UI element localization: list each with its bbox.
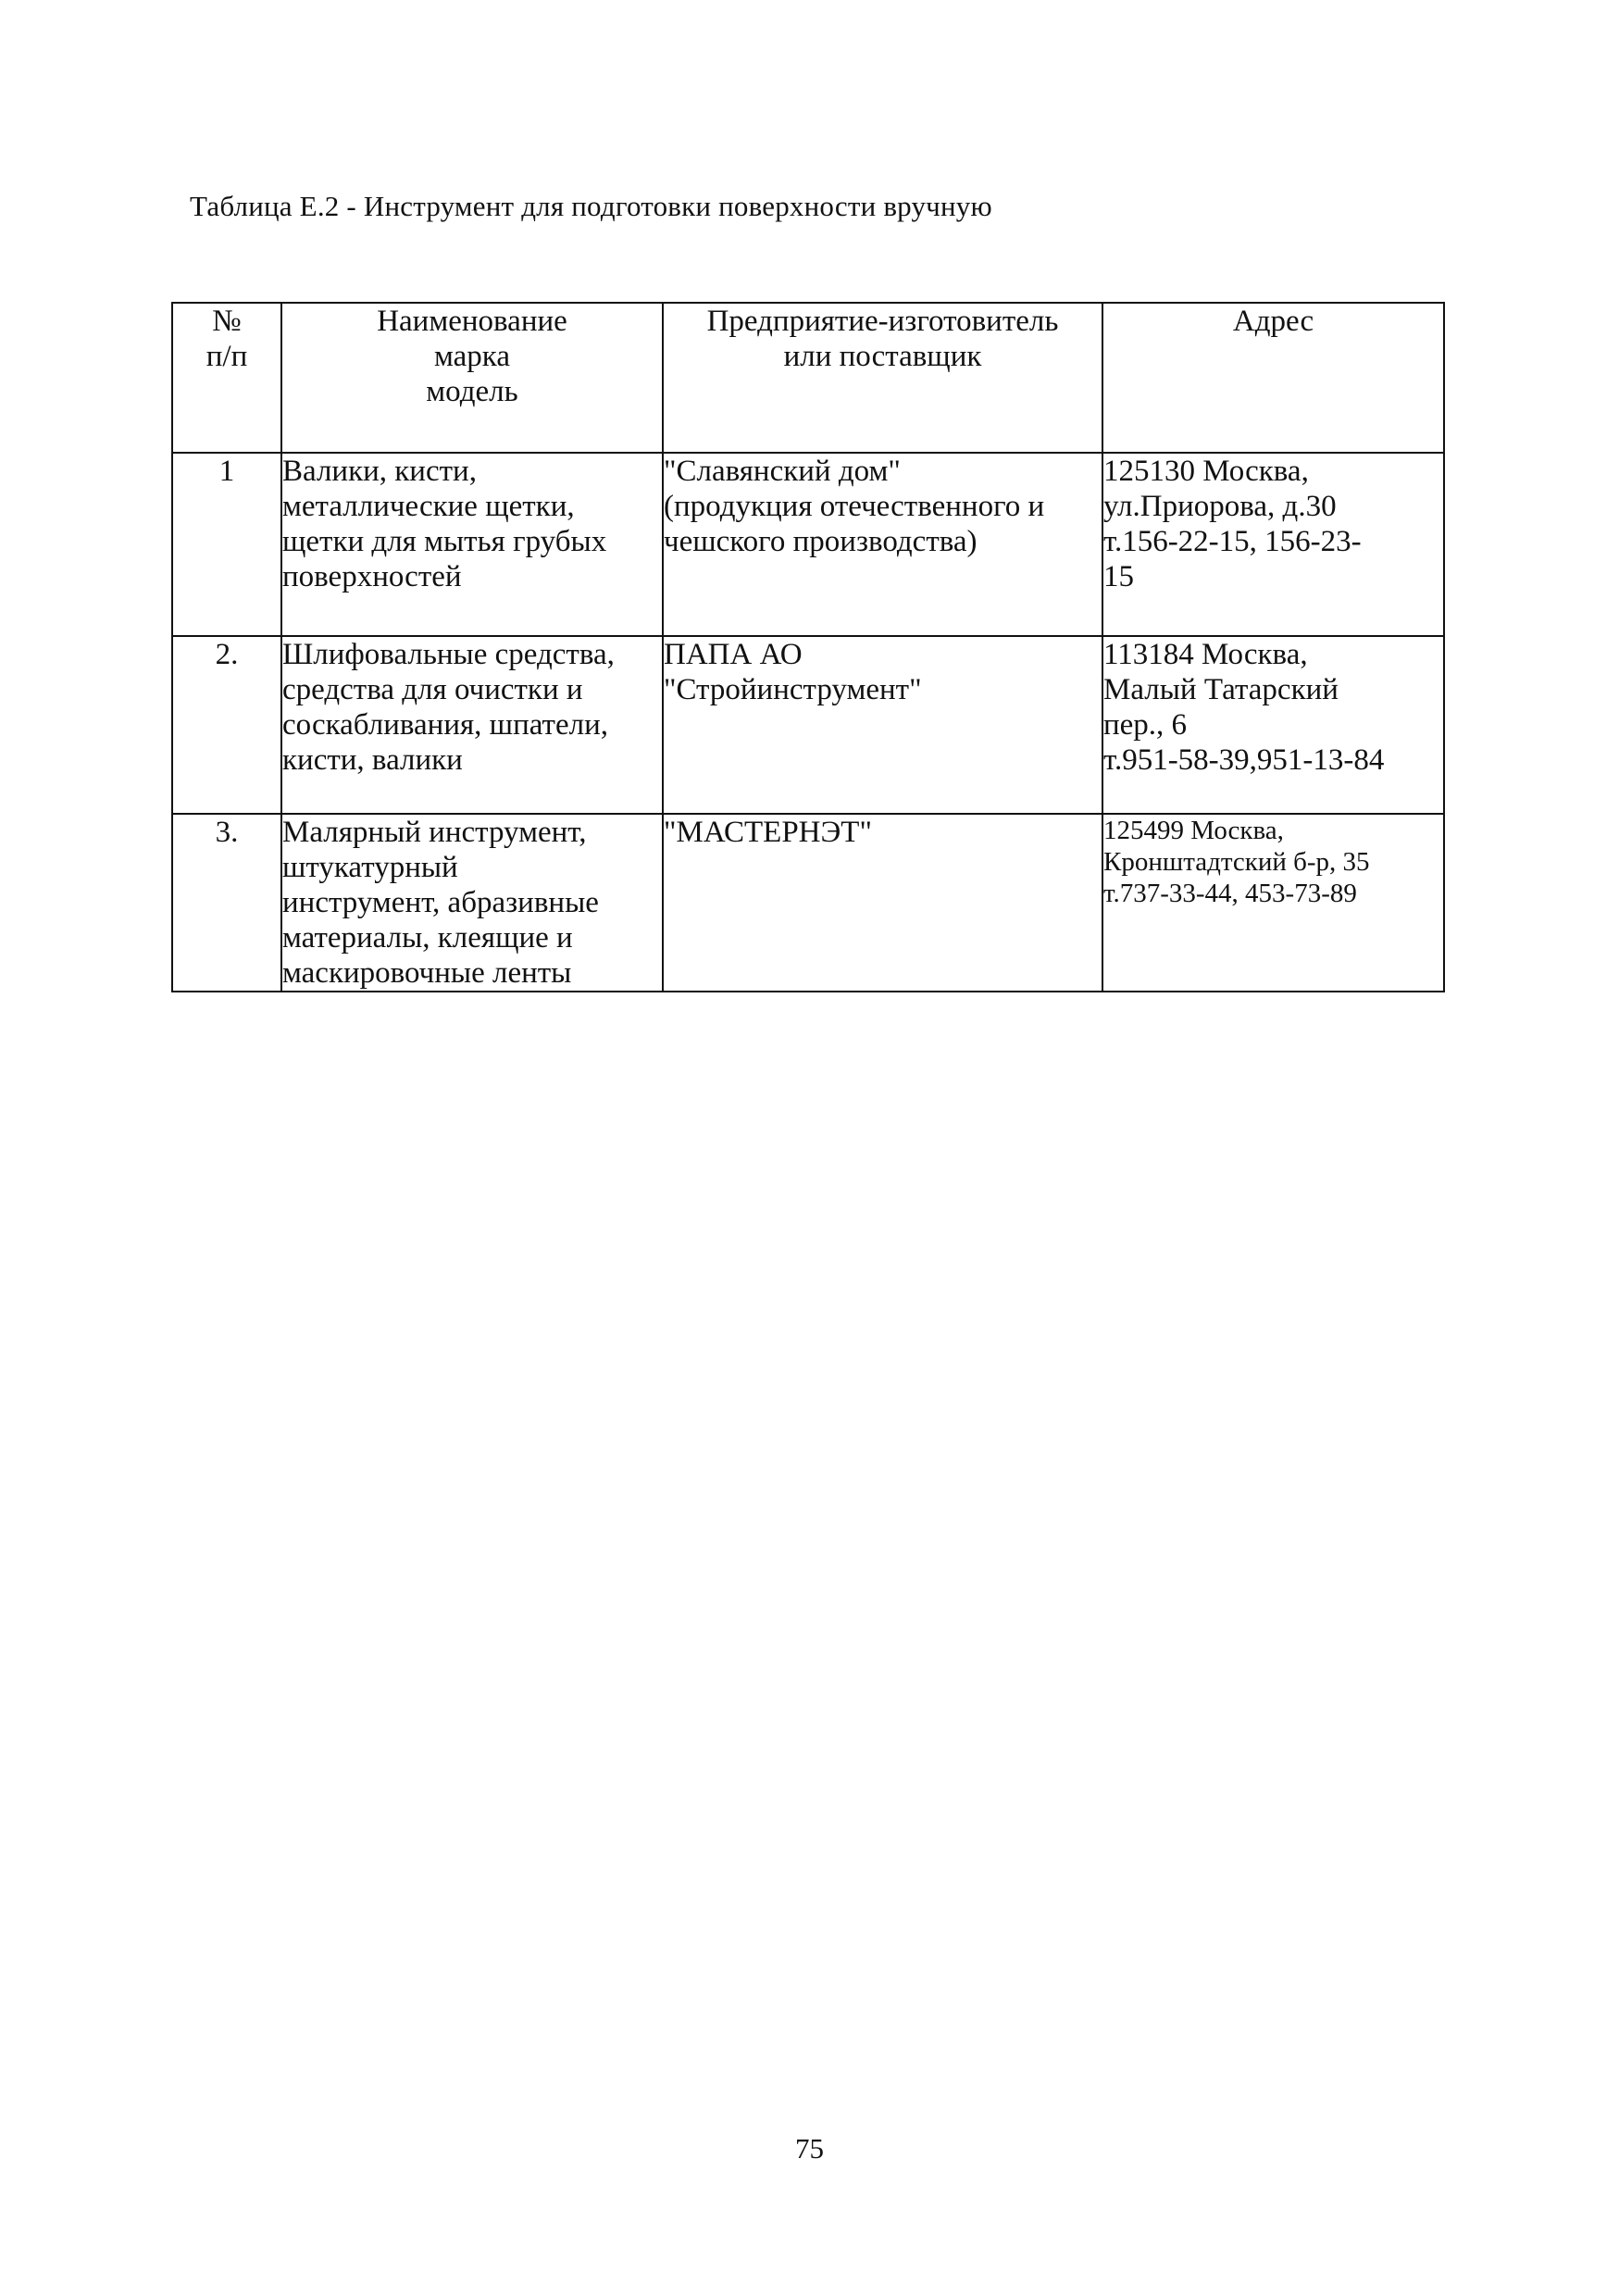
address-line: 15 [1103, 560, 1134, 593]
header-number-line: п/п [205, 340, 248, 373]
row-name [281, 814, 663, 992]
row-supplier [663, 453, 1102, 636]
address-line: т.156-22-15, 156-23- [1103, 525, 1362, 558]
header-name-line: модель [426, 375, 518, 408]
address-line: пер., 6 [1103, 708, 1188, 742]
address-line: т.737-33-44, 453-73-89 [1103, 879, 1357, 908]
supplier-line: чешского производства) [664, 525, 978, 558]
supplier-line: ПАПА АО [664, 638, 803, 671]
tools-table [171, 302, 1445, 992]
row-name [281, 453, 663, 636]
name-line: металлические щетки, [282, 490, 575, 523]
row-number: 2. [172, 636, 281, 814]
table-row [172, 636, 1444, 814]
header-supplier [663, 303, 1102, 453]
name-line: маскировочные ленты [282, 956, 572, 990]
address-line: ул.Приорова, д.30 [1103, 490, 1337, 523]
header-name [281, 303, 663, 453]
table-caption: Таблица Е.2 - Инструмент для подготовки поверхности вручную [190, 190, 992, 222]
header-name-line: марка [434, 340, 510, 373]
name-line: соскабливания, шпатели, [282, 708, 608, 742]
row-address [1102, 453, 1444, 636]
address-line: 113184 Москва, [1103, 638, 1308, 671]
row-supplier [663, 636, 1102, 814]
name-line: материалы, клеящие и [282, 921, 573, 955]
name-line: кисти, валики [282, 743, 463, 777]
supplier-line: (продукция отечественного и [664, 490, 1045, 523]
address-line: 125499 Москва, [1103, 816, 1284, 845]
address-line: т.951-58-39,951-13-84 [1103, 743, 1385, 777]
row-number: 3. [172, 814, 281, 992]
name-line: щетки для мытья грубых [282, 525, 607, 558]
row-address [1102, 814, 1444, 992]
header-supplier-line: Предприятие-изготовитель [706, 305, 1059, 338]
row-name [281, 636, 663, 814]
table-header-row [172, 303, 1444, 453]
address-line: Кронштадтский б-р, 35 [1103, 847, 1370, 877]
supplier-line: "Славянский дом" [664, 455, 901, 488]
supplier-line: "Стройинструмент" [664, 673, 922, 706]
name-line: Валики, кисти, [282, 455, 477, 488]
header-address-line: Адрес [1232, 305, 1314, 338]
page-number: 75 [795, 2132, 824, 2165]
header-name-line: Наименование [377, 305, 567, 338]
row-supplier [663, 814, 1102, 992]
name-line: Малярный инструмент, [282, 816, 587, 849]
header-supplier-line: или поставщик [783, 340, 982, 373]
name-line: поверхностей [282, 560, 462, 593]
table-row [172, 453, 1444, 636]
supplier-line: "МАСТЕРНЭТ" [664, 816, 872, 849]
header-address [1102, 303, 1444, 453]
address-line: 125130 Москва, [1103, 455, 1309, 488]
name-line: средства для очистки и [282, 673, 583, 706]
name-line: штукатурный [282, 851, 458, 884]
name-line: инструмент, абразивные [282, 886, 599, 919]
table-row [172, 814, 1444, 992]
row-number: 1 [172, 453, 281, 636]
header-number [172, 303, 281, 453]
row-address [1102, 636, 1444, 814]
name-line: Шлифовальные средства, [282, 638, 615, 671]
address-line: Малый Татарский [1103, 673, 1339, 706]
header-number-line: № [212, 305, 242, 338]
